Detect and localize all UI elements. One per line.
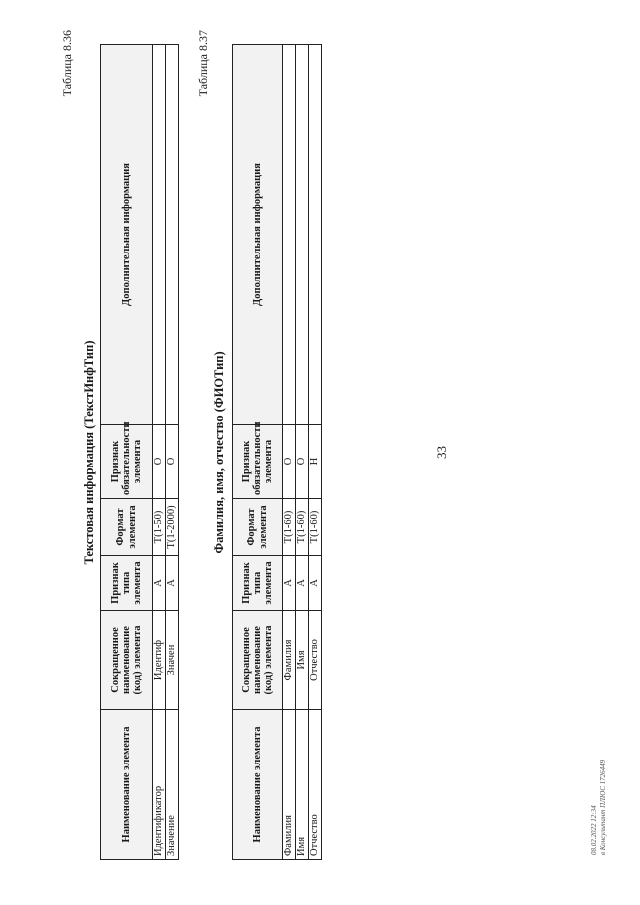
table-cell: Значение xyxy=(166,710,179,860)
header-cell: Дополнительная информация xyxy=(233,45,283,425)
table-label: Таблица 8.36 xyxy=(60,30,74,97)
table-cell: А xyxy=(283,556,296,611)
header-cell: Формат элемента xyxy=(233,499,283,556)
table-row xyxy=(296,45,309,860)
table-cell: Фамилия xyxy=(283,710,296,860)
header-cell: Сокращенное наименование (код) элемента xyxy=(101,611,153,710)
table-title: Текстовая информация (ТекстИнфТип) xyxy=(82,340,96,565)
table-cell: А xyxy=(166,556,179,611)
table-cell: Значен xyxy=(166,611,179,710)
table-cell: T(1-50) xyxy=(153,499,166,556)
table-cell: А xyxy=(296,556,309,611)
table-cell: T(1-60) xyxy=(309,499,322,556)
table-header-row xyxy=(101,45,153,860)
table-row xyxy=(309,45,322,860)
header-cell: Наименование элемента xyxy=(233,710,283,860)
data-table xyxy=(100,44,179,860)
table-cell xyxy=(283,45,296,425)
table-cell: T(1-60) xyxy=(296,499,309,556)
table-cell: О xyxy=(296,425,309,499)
table-row xyxy=(166,45,179,860)
table-cell: О xyxy=(153,425,166,499)
table-cell: А xyxy=(309,556,322,611)
header-cell: Дополнительная информация xyxy=(101,45,153,425)
table-row xyxy=(153,45,166,860)
data-table xyxy=(232,44,322,860)
stamp-line: в Консультант ПЛЮС 1726449 xyxy=(599,759,608,855)
header-cell: Признак обязательности элемента xyxy=(101,425,153,499)
table-cell: О xyxy=(283,425,296,499)
table-row xyxy=(283,45,296,860)
document-stamp xyxy=(590,760,608,855)
table-cell: Н xyxy=(309,425,322,499)
table-label: Таблица 8.37 xyxy=(196,30,210,97)
table-title: Фамилия, имя, отчество (ФИОТип) xyxy=(212,351,226,554)
table-cell: T(1-2000) xyxy=(166,499,179,556)
table-cell xyxy=(309,45,322,425)
table-cell: Отчество xyxy=(309,710,322,860)
header-cell: Формат элемента xyxy=(101,499,153,556)
table-cell xyxy=(166,45,179,425)
header-cell: Признак типа элемента xyxy=(233,556,283,611)
header-cell: Наименование элемента xyxy=(101,710,153,860)
stamp-line: 08.02.2022 12:34 xyxy=(590,805,598,855)
header-cell: Признак типа элемента xyxy=(101,556,153,611)
table-header-row xyxy=(233,45,283,860)
table-cell: Фамилия xyxy=(283,611,296,710)
page-number: 33 xyxy=(434,446,449,459)
table-cell xyxy=(296,45,309,425)
table-cell: T(1-60) xyxy=(283,499,296,556)
table-cell: О xyxy=(166,425,179,499)
table-cell xyxy=(153,45,166,425)
table-cell: Отчество xyxy=(309,611,322,710)
header-cell: Сокращенное наименование (код) элемента xyxy=(233,611,283,710)
table-cell: Имя xyxy=(296,611,309,710)
table-cell: Идентификатор xyxy=(153,710,166,860)
table-cell: Имя xyxy=(296,710,309,860)
table-cell: А xyxy=(153,556,166,611)
header-cell: Признак обязательности элемента xyxy=(233,425,283,499)
table-cell: Идентиф xyxy=(153,611,166,710)
